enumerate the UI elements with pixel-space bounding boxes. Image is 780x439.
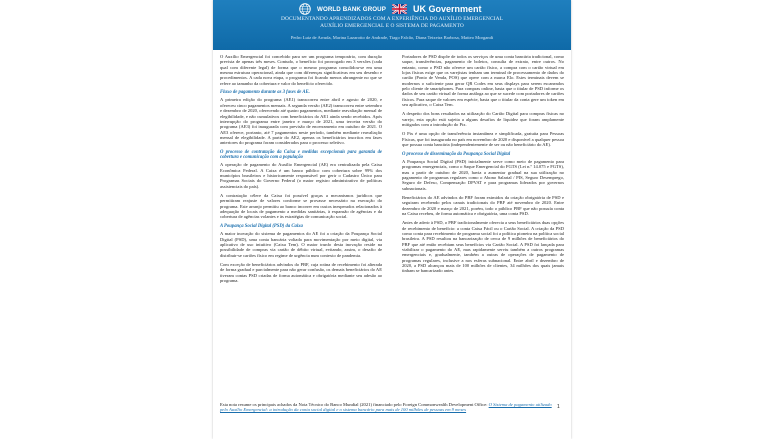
footnote-link[interactable]: O Sistema de pagamento utilizado pelo Auxílio Emergencial: a introdução da conta social digital e o sistema bancário para mais de 100 milhões de pessoas em 9 meses: [220, 402, 552, 413]
authors-line: Pedro Luiz de Arruda, Marina Lazarotto de Andrade, Tiago Falcão, Diana Teixeira Barbosa, Matteo Morgandi: [290, 35, 494, 40]
paragraph: Beneficiários do AE advindos do PBF foram eximidos da criação obrigatória de PSD e seguiram recebendo pelos canais tradicionais do PBF até novembro de 2020. Entre dezembro de 2020 e março de 2021, porém, todo o público PBF que não possuía conta na Caixa recebeu, de forma automática e obrigatória, uma conta PSD.: [402, 194, 564, 216]
document-subtitle: AUXÍLIO EMERGENCIAL E O SISTEMA DE PAGAMENTO: [320, 23, 464, 29]
logo-row: [299, 3, 482, 15]
section-heading: A Poupança Social Digital (PSD) da Caixa: [220, 223, 303, 229]
paragraph: A Poupança Social Digital (PSD) inicialmente serve como meio de pagamento para programas emergenciais, como o Saque Emergencial do FGTS (Lei n.º 14.075 e FGTS), mas a partir de outubro de 2020, havia a aumentar gradual na sua utilização no pagamento de programas regulares como o Abono Salarial / PIS, Seguro Desemprego, Seguro de Defeso, Compensação DPVAT e para programas liderados por governos subnacionais.: [402, 158, 564, 191]
paragraph: A primeira edição do programa (AE1) transcorreu entre abril e agosto de 2020, e ofereceu cinco pagamentos mensais. A segunda versão (AE2) transcorreu entre setembro e dezembro de 2020, oferecendo até quatro pagamentos, mediante reavaliação mensal de elegibilidade, e não cumulativos com beneficiários do AE1 ainda sendo recebidos. Após interrupção do programa entre janeiro e março de 2021, uma terceira versão do programa (AE3) foi inaugurada com previsão de encerramento em outubro de 2021. O AE3 oferece, portanto, até 7 pagamentos neste período, também mediante reavaliação mensal de elegibilidade. A partir do AE2, apenas os beneficiários inscritos em fases anteriores do programa foram considerados para o processo seletivo.: [220, 97, 382, 146]
world-bank-logo-text: WORLD BANK GROUP: [317, 5, 386, 13]
paragraph: O Pix é uma opção de transferência instantânea e simplificada, gratuita para Pessoas Físicas, que foi inaugurada no país em novembro de 2020 e disponível a qualquer pessoa que possua conta bancária (independentemente de ser ou não beneficiário do AE).: [402, 131, 564, 148]
paragraph: A maior inovação do sistema de pagamentos do AE foi a criação da Poupança Social Digital (PSD), uma conta bancária voltada para movimentação por meio digital, via aplicativo de uso intuitivo (Caixa Tem). O maior trunfo desta inovação reside na possibilidade de compras via cartão de débito virtual, evitando, assim, o desafio de distribuir-se cartões físico em regime de urgência num contexto de pandemia.: [220, 231, 382, 258]
page-number: 1: [557, 404, 560, 410]
paragraph: A contratação célere da Caixa foi possível graças a mecanismos jurídicos que permitiram reajuste de valores conforme se provasse necessário na execução do programa. Este arranjo permitiu ao banco incorrer em custos inesperados relacionados à adequação de locais de pagamento a medidas sanitárias, à expansão de agências e da cobertura de agências volantes e às estratégias de comunicação social.: [220, 193, 382, 220]
paragraph: Portadores de PSD dispõe de todos os serviços de uma conta bancária tradicional, como saque, transferências, pagamento de boletos, consulta de extrato, entre outros. No entanto, como o PSD não oferece um cartão físico, a compra com o cartão virtual em lojas físicas exige que os varejistas tenham um terminal de processamento de dados do cartão (Ponto de Venda, POS) que opere com a marca Elo. Estes terminais devem se modernos o suficiente para gerar QR Codes em seus displays para serem escaneados pelo cliente de smartphones. Para compras online, basta que o titular de PSD informe os dados de seu cartão virtual de forma análoga ao que se sucede com portadores de cartões físicos. Para saque de valores em espécie, basta que o titular da conta gere um token em seu aplicativo, o Caixa Tem.: [402, 54, 564, 108]
footnote-text: Esta nota resume os principais achados da Nota Técnico do Banco Mundial (2021) financiado pelo Foreign Commonwealth Development Office:: [220, 402, 488, 407]
world-bank-globe-icon: [299, 3, 311, 15]
section-heading: O processo de disseminação da Poupança Social Digital: [402, 151, 511, 157]
paragraph: A despeito dos bons resultados na utilização do Cartão Digital para compras físicas no varejo, esta opção está sujeita a alguns desafios de liquidez que foram amplamente mitigados com a introdução do Pix.: [402, 111, 564, 128]
paragraph: Antes de aderir à PSD, o PBF tradicionalmente oferecia a seus beneficiários duas opções de recebimento de benefício: a conta Caixa Fácil ou o Cartão Social. A criação da PSD como conta para recebimento de programa social foi a política pioneira na política social brasileira. A PSD resultou na bancarização de cerca de 9 milhões de beneficiários do PBF que até então recebiam seus benefícios via Cartão Social. A PSD foi lançada para viabilizar o pagamento do AE, mas rapidamente serviu também a outros programas emergenciais e, gradualmente, também a outras de operações de pagamento de programas regulares, inclusive a nos esferas subnacional. Entre abril e dezembro de 2020, a PSD alcançou mais de 100 milhões de clientes, 34 milhões dos quais jamais tinham se bancarizado antes.: [402, 220, 564, 274]
section-heading: Fluxo de pagamento durante as 3 fases de AE.: [220, 90, 310, 96]
document-page: [213, 0, 571, 439]
uk-government-logo-text: UK Government: [412, 4, 482, 14]
union-jack-icon: [392, 4, 407, 14]
paragraph: Com exceção de beneficiários advindos do PBF, cuja rotina de recebimento foi alterada de forma gradual e parcialmente para não gerar confusão, os demais beneficiários do AE tiveram contas PSD criadas de forma automática e obrigatória mediante seu adesão ao programa.: [220, 261, 382, 283]
section-heading: O processo de contratação da Caixa e medidas excepcionais para garantia de cobertura e comunicação com a população: [220, 149, 382, 160]
header-banner: [213, 0, 571, 50]
footnote: [220, 402, 560, 413]
document-title: DOCUMENTANDO APRENDIZADOS COM A EXPERIÊNCIA DO AUXÍLIO EMERGENCIAL: [281, 16, 503, 22]
right-column: [402, 54, 564, 278]
paragraph: O Auxílio Emergencial foi concebido para ser um programa temporário, com duração prevista de apenas três meses. Contudo, o benefício foi prorrogado em 3 versões (cada qual com diferente legal) de forma que o mesmo programa consolidou-se em uma mesma estrutura operacional, ainda que com diferenças significativas em seu desenho e procedimentos. A cada nova etapa, o programa foi ficando menos abrangente no que se refere ao tamanho da cobertura e valor do benefício oferecido.: [220, 54, 382, 86]
paragraph: A operação de pagamento do Auxílio Emergencial (AE) era centralizada pela Caixa Econômica Federal. A Caixa é um banco público com cobertura sobre 99% dos municípios brasileiros e historicamente responsável por gerir o Cadastro Único para Programas Sociais do Governo Federal (o maior registro administrativo de políticas assistenciais do país).: [220, 162, 382, 189]
left-column: [220, 54, 382, 287]
